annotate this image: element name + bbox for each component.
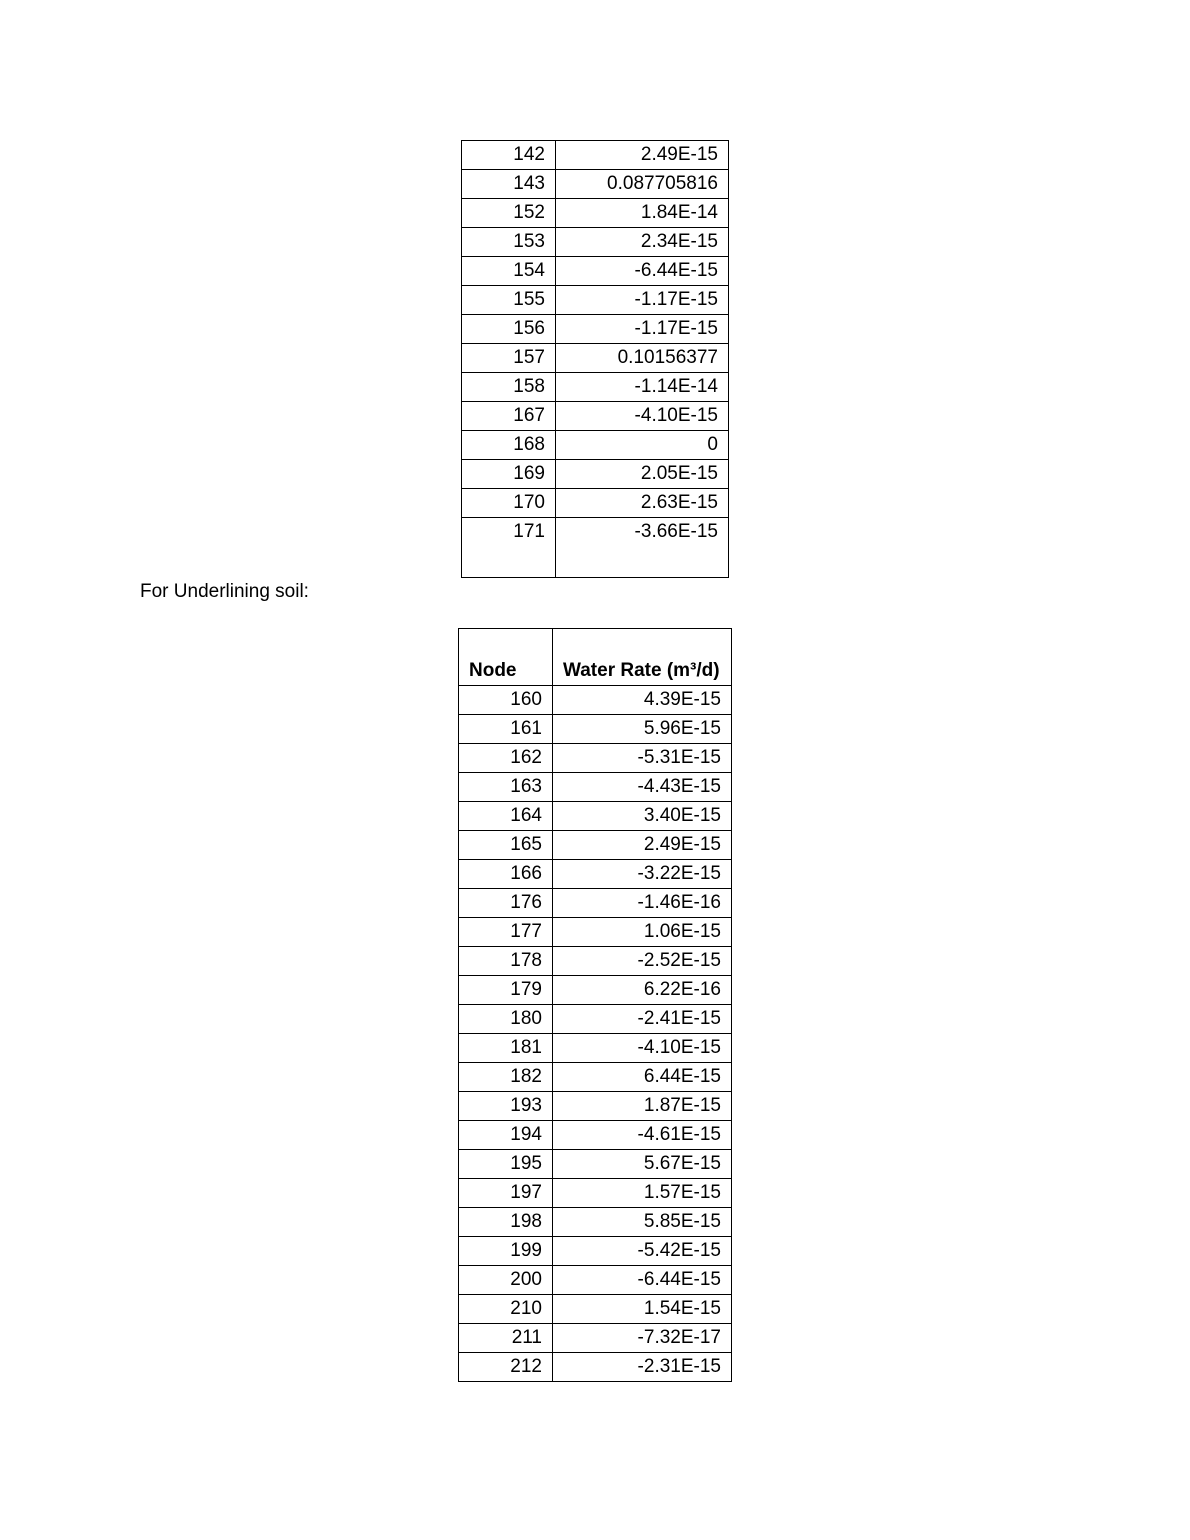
water-rate-cell: 2.49E-15: [553, 831, 732, 860]
node-cell: 161: [459, 715, 553, 744]
header-water-rate: Water Rate (m³/d): [553, 629, 732, 686]
table-row: [459, 976, 732, 1005]
table-row: [459, 831, 732, 860]
node-cell: 178: [459, 947, 553, 976]
node-cell: 143: [462, 170, 556, 199]
table-row: [459, 860, 732, 889]
water-rate-cell: -4.10E-15: [553, 1034, 732, 1063]
water-rate-cell: 1.87E-15: [553, 1092, 732, 1121]
table-row: [459, 1150, 732, 1179]
table-row: [459, 1266, 732, 1295]
water-rate-table-underlining-soil: [458, 628, 732, 1382]
node-cell: 142: [462, 141, 556, 170]
node-cell: 162: [459, 744, 553, 773]
node-cell: 180: [459, 1005, 553, 1034]
water-rate-cell: -2.41E-15: [553, 1005, 732, 1034]
node-cell: 210: [459, 1295, 553, 1324]
node-cell: 194: [459, 1121, 553, 1150]
water-rate-cell: 0.10156377: [556, 344, 729, 373]
water-rate-cell: 2.63E-15: [556, 489, 729, 518]
node-cell: 199: [459, 1237, 553, 1266]
water-rate-cell: -1.17E-15: [556, 286, 729, 315]
node-cell: 195: [459, 1150, 553, 1179]
table-row: [459, 1063, 732, 1092]
table-row: [459, 1295, 732, 1324]
water-rate-cell: 5.67E-15: [553, 1150, 732, 1179]
node-cell: 158: [462, 373, 556, 402]
node-cell: 168: [462, 431, 556, 460]
table-row: [462, 257, 729, 286]
water-rate-cell: 2.34E-15: [556, 228, 729, 257]
water-rate-cell: 0.087705816: [556, 170, 729, 199]
water-rate-cell: -4.61E-15: [553, 1121, 732, 1150]
table-row: [459, 1121, 732, 1150]
table-row: [459, 918, 732, 947]
node-cell: 171: [462, 518, 556, 578]
table-row: [462, 315, 729, 344]
node-cell: 176: [459, 889, 553, 918]
water-rate-cell: 2.05E-15: [556, 460, 729, 489]
table-row: [459, 1237, 732, 1266]
water-rate-cell: -6.44E-15: [553, 1266, 732, 1295]
water-rate-cell: 1.06E-15: [553, 918, 732, 947]
node-cell: 170: [462, 489, 556, 518]
node-cell: 197: [459, 1179, 553, 1208]
table-row: [459, 744, 732, 773]
table-row: [462, 141, 729, 170]
water-rate-cell: 2.49E-15: [556, 141, 729, 170]
node-cell: 200: [459, 1266, 553, 1295]
water-rate-cell: -4.10E-15: [556, 402, 729, 431]
water-rate-cell: -5.42E-15: [553, 1237, 732, 1266]
table-row: [462, 431, 729, 460]
table-row: [459, 1179, 732, 1208]
node-cell: 164: [459, 802, 553, 831]
node-cell: 165: [459, 831, 553, 860]
water-rate-cell: -2.31E-15: [553, 1353, 732, 1382]
water-rate-cell: 1.84E-14: [556, 199, 729, 228]
water-rate-cell: 1.57E-15: [553, 1179, 732, 1208]
node-cell: 169: [462, 460, 556, 489]
table-row: [462, 373, 729, 402]
water-rate-cell: 5.96E-15: [553, 715, 732, 744]
table-row: [459, 686, 732, 715]
node-cell: 198: [459, 1208, 553, 1237]
water-rate-cell: 6.44E-15: [553, 1063, 732, 1092]
node-cell: 211: [459, 1324, 553, 1353]
node-cell: 160: [459, 686, 553, 715]
water-rate-cell: 6.22E-16: [553, 976, 732, 1005]
node-cell: 182: [459, 1063, 553, 1092]
node-cell: 193: [459, 1092, 553, 1121]
node-cell: 153: [462, 228, 556, 257]
table-row: [462, 489, 729, 518]
table-row: [459, 1092, 732, 1121]
table-row: [459, 802, 732, 831]
node-cell: 179: [459, 976, 553, 1005]
water-rate-cell: -3.22E-15: [553, 860, 732, 889]
table-row: [462, 460, 729, 489]
table1-body: [462, 141, 729, 578]
node-cell: 166: [459, 860, 553, 889]
table2-body: [459, 686, 732, 1382]
node-cell: 181: [459, 1034, 553, 1063]
water-rate-cell: -5.31E-15: [553, 744, 732, 773]
table-row: [462, 170, 729, 199]
table-row: [462, 518, 729, 578]
node-cell: 167: [462, 402, 556, 431]
water-rate-cell: -3.66E-15: [556, 518, 729, 578]
header-node: Node: [459, 629, 553, 686]
table-row: [459, 1208, 732, 1237]
table-row: [462, 286, 729, 315]
table-row: [459, 1034, 732, 1063]
table-row: [462, 199, 729, 228]
node-cell: 156: [462, 315, 556, 344]
water-rate-cell: 5.85E-15: [553, 1208, 732, 1237]
water-rate-cell: 3.40E-15: [553, 802, 732, 831]
table-row: [459, 773, 732, 802]
water-rate-cell: -1.17E-15: [556, 315, 729, 344]
table-row: [459, 1353, 732, 1382]
water-rate-cell: -7.32E-17: [553, 1324, 732, 1353]
water-rate-cell: -4.43E-15: [553, 773, 732, 802]
node-cell: 177: [459, 918, 553, 947]
table-row: [459, 947, 732, 976]
node-cell: 155: [462, 286, 556, 315]
water-rate-cell: -1.46E-16: [553, 889, 732, 918]
table-row: [459, 1005, 732, 1034]
underlining-soil-caption: For Underlining soil:: [140, 581, 309, 602]
water-rate-cell: 1.54E-15: [553, 1295, 732, 1324]
water-rate-table-upper: [461, 140, 729, 578]
table2-header-row: [459, 629, 732, 686]
node-cell: 154: [462, 257, 556, 286]
table-row: [459, 715, 732, 744]
water-rate-cell: 0: [556, 431, 729, 460]
water-rate-cell: 4.39E-15: [553, 686, 732, 715]
table-row: [462, 344, 729, 373]
node-cell: 163: [459, 773, 553, 802]
table-row: [459, 889, 732, 918]
table-row: [459, 1324, 732, 1353]
water-rate-cell: -2.52E-15: [553, 947, 732, 976]
table-row: [462, 402, 729, 431]
table-row: [462, 228, 729, 257]
water-rate-cell: -1.14E-14: [556, 373, 729, 402]
node-cell: 212: [459, 1353, 553, 1382]
node-cell: 157: [462, 344, 556, 373]
node-cell: 152: [462, 199, 556, 228]
water-rate-cell: -6.44E-15: [556, 257, 729, 286]
